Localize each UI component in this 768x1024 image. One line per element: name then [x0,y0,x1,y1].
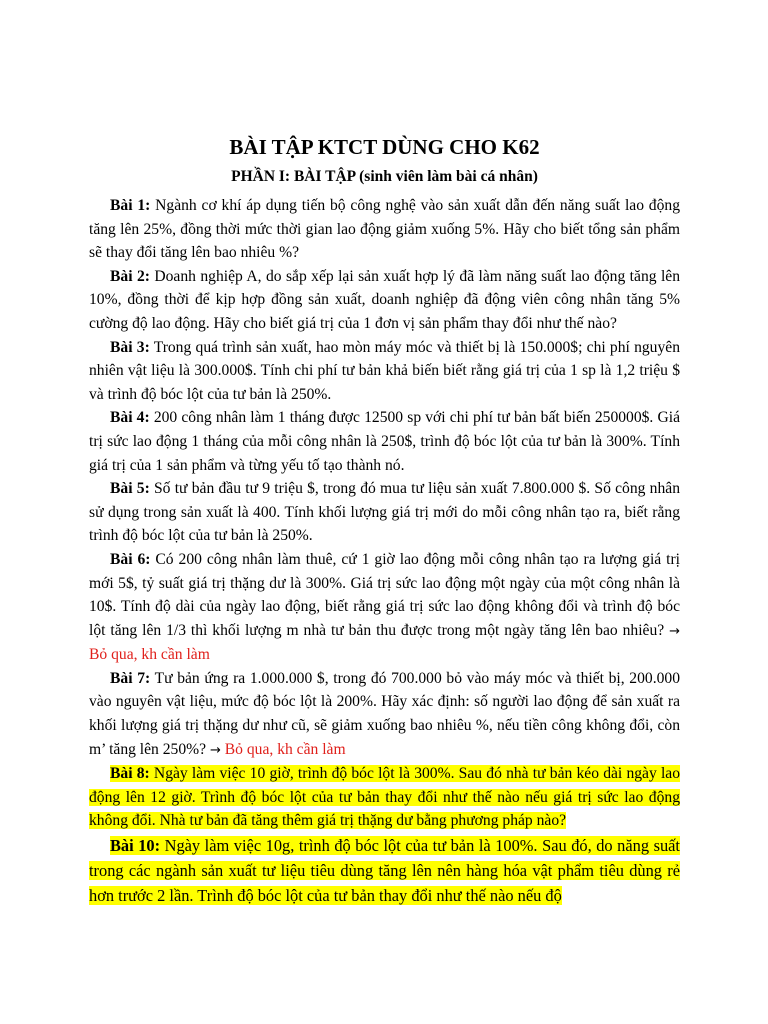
arrow-right-icon: → [669,623,680,639]
exercise-text: 200 công nhân làm 1 tháng được 12500 sp với chi phí tư bản bất biến 250000$. Giá trị sức lao động 1 tháng của mỗi công nhân là 250$, trình độ bóc lột của tư bản là 300%. Tính giá trị của 1 sản phẩm và từng yếu tố tạo thành nó. [89,409,680,474]
exercise-text: Trong quá trình sản xuất, hao mòn máy móc và thiết bị là 150.000$; chi phí nguyên nhiên vật liệu là 300.000$. Tính chi phí tư bản khả biến biết rằng giá trị của 1 sp là 1,2 triệu $ và trình độ bóc lột của tư bản là 250%. [89,338,680,403]
exercise-2 [89,265,680,336]
exercise-label: Bài 8: [110,765,150,783]
exercise-label: Bài 1: [110,197,151,214]
exercise-label: Bài 4: [110,409,150,427]
exercise-label: Bài 7: [110,669,151,687]
exercise-text: Ngày làm việc 10 giờ, trình độ bóc lột là 300%. Sau đó nhà tư bản kéo dài ngày lao động lên 12 giờ. Trình độ bóc lột của tư bản thay đổi như thế nào nếu giá trị sức lao động không đổi. Nhà tư bản đã tăng thêm giá trị thặng dư bằng phương pháp nào? [89,765,681,830]
exercise-7 [89,667,680,762]
exercise-text: Tư bản ứng ra 1.000.000 $, trong đó 700.000 bỏ vào máy móc và thiết bị, 200.000 vào nguyên vật liệu, mức độ bóc lột là 200%. Hãy xác định: số người lao động để sản xuất ra khối lượng giá trị thặng dư như cũ, sẽ giảm xuống bao nhiêu %, nếu tiền công không đổi, còn m’ tăng lên 250%? [89,669,680,758]
section-heading: PHẦN I: BÀI TẬP (sinh viên làm bài cá nhân) [231,168,538,185]
document-title: BÀI TẬP KTCT DÙNG CHO K62 [229,135,540,159]
exercise-text: Ngành cơ khí áp dụng tiến bộ công nghệ vào sản xuất dẫn đến năng suất lao động tăng lên 25%, đồng thời mức thời gian lao động giảm xuống 5%. Hãy cho biết tổng sản phẩm sẽ thay đổi tăng lên bao nhiêu %? [89,197,680,262]
skip-note: Bỏ qua, kh cần làm [89,646,210,664]
arrow-right-icon: → [209,742,221,758]
exercise-text: Có 200 công nhân làm thuê, cứ 1 giờ lao động mỗi công nhân tạo ra lượng giá trị mới 5$, tỷ suất giá trị thặng dư là 300%. Giá trị sức lao động một ngày của một công nhân là 10$. Tính độ dài của ngày lao động, biết rằng giá trị sức lao động không đổi và trình độ bóc lột tăng lên 1/3 thì khối lượng m nhà tư bản thu được trong một ngày tăng lên bao nhiêu? [89,550,680,639]
exercise-8 [89,762,680,833]
exercise-4 [89,406,680,477]
skip-note: Bỏ qua, kh cần làm [224,740,346,758]
highlighted-exercise [89,765,680,829]
exercise-text: Doanh nghiệp A, do sắp xếp lại sản xuất hợp lý đã làm năng suất lao động tăng lên 10%, đồng thời để kịp hợp đồng sản xuất, doanh nghiệp đã động viên công nhân tăng 5% cường độ lao động. Hãy cho biết giá trị của 1 đơn vị sản phẩm thay đổi như thế nào? [89,267,681,332]
exercise-3 [89,336,680,407]
exercise-6 [89,548,680,667]
exercise-label: Bài 2: [110,267,150,285]
exercise-1 [89,194,680,265]
exercise-10 [89,833,680,908]
exercise-label: Bài 10: [110,836,161,856]
exercise-label: Bài 5: [110,480,150,498]
exercise-text: Ngày làm việc 10g, trình độ bóc lột của tư bản là 100%. Sau đó, do năng suất trong các ngành sản xuất tư liệu tiêu dùng tăng lên nên hàng hóa vật phẩm tiêu dùng rẻ hơn trước 2 lần. Trình độ bóc lột của tư bản thay đổi như thế nào nếu độ [89,836,680,906]
exercise-text: Số tư bản đầu tư 9 triệu $, trong đó mua tư liệu sản xuất 7.800.000 $. Số công nhân sử dụng trong sản xuất là 400. Tính khối lượng giá trị mới do mỗi công nhân tạo ra, biết rằng trình độ bóc lột của tư bản là 250%. [89,480,680,545]
exercise-label: Bài 3: [110,338,150,356]
exercise-5 [89,477,680,548]
exercise-label: Bài 6: [110,550,151,568]
highlighted-exercise [89,836,680,905]
